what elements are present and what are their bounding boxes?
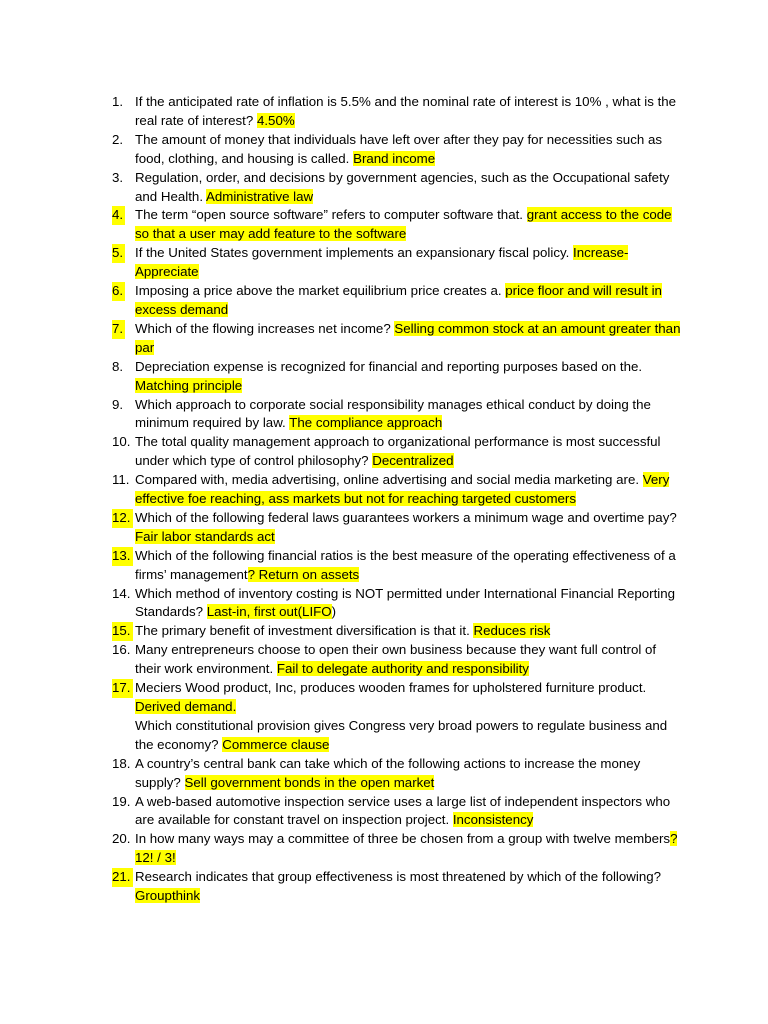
sub-question-text: Which constitutional provision gives Congress very broad powers to regulate business and the economy? [135, 717, 668, 752]
question-text: The amount of money that individuals have left over after they pay for necessities such as food, clothing, and housing is called. [135, 131, 662, 166]
question-item [112, 585, 682, 623]
answer-highlight: Decentralized [372, 453, 454, 469]
question-text: The total quality management approach to organizational performance is most successful under which type of control philosophy? [135, 434, 661, 469]
answer-highlight: Last-in, first out(LIFO [206, 604, 332, 620]
question-text: Which of the following federal laws guarantees workers a minimum wage and overtime pay? [135, 509, 677, 525]
question-item [112, 830, 682, 868]
question-number: 14. [112, 585, 131, 601]
question-item [112, 641, 682, 679]
question-item [112, 320, 682, 358]
question-text: Compared with, media advertising, online advertising and social media marketing are. [135, 472, 643, 488]
answer-highlight: 4.50% [256, 112, 295, 128]
question-number: 4. [112, 206, 125, 225]
question-number: 11. [112, 472, 130, 488]
question-number: 1. [112, 94, 124, 109]
question-number: 18. [112, 755, 131, 771]
question-text: The primary benefit of investment diversification is that it. [135, 623, 474, 639]
question-text: Depreciation expense is recognized for financial and reporting purposes based on the. [135, 358, 643, 374]
question-item [112, 244, 682, 282]
answer-highlight: Matching principle [135, 377, 243, 393]
question-text: Many entrepreneurs choose to open their own business because they want full control of their work environment. [135, 642, 657, 677]
question-item [112, 396, 682, 434]
question-item [112, 755, 682, 793]
question-text: A country’s central bank can take which of the following actions to increase the money supply? [135, 755, 641, 790]
question-item [112, 868, 682, 906]
answer-highlight: Increase-Appreciate [135, 245, 629, 280]
question-text: Meciers Wood product, Inc, produces wooden frames for upholstered furniture product. [135, 680, 647, 696]
sub-question [135, 717, 682, 755]
question-number: 20. [112, 831, 131, 847]
answer-highlight: Sell government bonds in the open market [184, 774, 435, 790]
answer-highlight: Inconsistency [452, 812, 534, 828]
question-item [112, 282, 682, 320]
question-number: 13. [112, 547, 133, 566]
answer-highlight: Groupthink [135, 888, 201, 904]
question-text: Which method of inventory costing is NOT permitted under International Financial Reporting Standards? [135, 585, 676, 620]
question-number: 12. [112, 509, 133, 528]
question-number: 17. [112, 679, 133, 698]
question-item [112, 471, 682, 509]
question-text: A web-based automotive inspection service uses a large list of independent inspectors who are available for constant travel on inspection project. [135, 793, 671, 828]
question-number: 5. [112, 244, 125, 263]
answer-highlight: Derived demand. [135, 699, 237, 714]
question-text: Regulation, order, and decisions by government agencies, such as the Occupational safety and Health. [135, 169, 670, 204]
question-number: 10. [112, 434, 131, 450]
answer-highlight: The compliance approach [289, 415, 443, 431]
question-text: Imposing a price above the market equilibrium price creates a. [135, 283, 506, 299]
question-number: 16. [112, 642, 131, 658]
question-item [112, 131, 682, 169]
answer-highlight: Fair labor standards act [135, 528, 275, 544]
question-number: 3. [112, 169, 124, 185]
question-text: Which approach to corporate social responsibility manages ethical conduct by doing the minimum required by law. [135, 396, 651, 431]
question-text: Which of the following financial ratios is the best measure of the operating effectiveness of a firms’ management [135, 547, 676, 582]
question-item [112, 509, 682, 547]
answer-highlight: Administrative law [205, 188, 314, 204]
question-item [112, 622, 682, 641]
question-text: If the United States government implements an expansionary fiscal policy. [135, 245, 574, 261]
question-trailing-text: ) [331, 604, 337, 620]
answer-highlight: Fail to delegate authority and responsibility [276, 661, 529, 677]
answer-highlight: Very effective foe reaching, ass markets but not for reaching targeted customers [135, 472, 670, 507]
answer-highlight: Brand income [353, 150, 436, 166]
answer-highlight: Selling common stock at an amount greater than par [135, 320, 681, 355]
question-text: In how many ways may a committee of three be chosen from a group with twelve members [135, 831, 671, 847]
question-item [112, 793, 682, 831]
question-number: 19. [112, 793, 131, 809]
question-answer-list [112, 93, 682, 906]
question-item [112, 679, 682, 755]
question-number: 15. [112, 622, 133, 641]
answer-highlight: grant access to the code so that a user may add feature to the software [135, 207, 672, 242]
question-number: 9. [112, 396, 124, 412]
question-number: 6. [112, 282, 125, 301]
answer-highlight: Reduces risk [473, 623, 551, 639]
question-number: 21. [112, 868, 133, 887]
question-item [112, 206, 682, 244]
question-text: The term “open source software” refers to computer software that. [135, 207, 527, 223]
question-number: 7. [112, 320, 125, 339]
question-number: 2. [112, 131, 124, 147]
answer-highlight: ? 12! / 3! [135, 831, 678, 866]
answer-highlight: ? Return on assets [247, 566, 360, 582]
question-text: Research indicates that group effectiveness is most threatened by which of the following? [135, 869, 662, 885]
answer-highlight: price floor and will result in excess demand [135, 283, 662, 317]
question-number: 8. [112, 358, 124, 374]
question-text: Which of the flowing increases net income? [135, 320, 395, 336]
question-item [112, 93, 682, 131]
question-item [112, 358, 682, 396]
question-text: If the anticipated rate of inflation is 5.5% and the nominal rate of interest is 10% , what is the real rate of interest? [135, 94, 677, 128]
question-item [112, 169, 682, 207]
question-item [112, 433, 682, 471]
sub-answer-highlight: Commerce clause [222, 736, 330, 752]
question-item [112, 547, 682, 585]
